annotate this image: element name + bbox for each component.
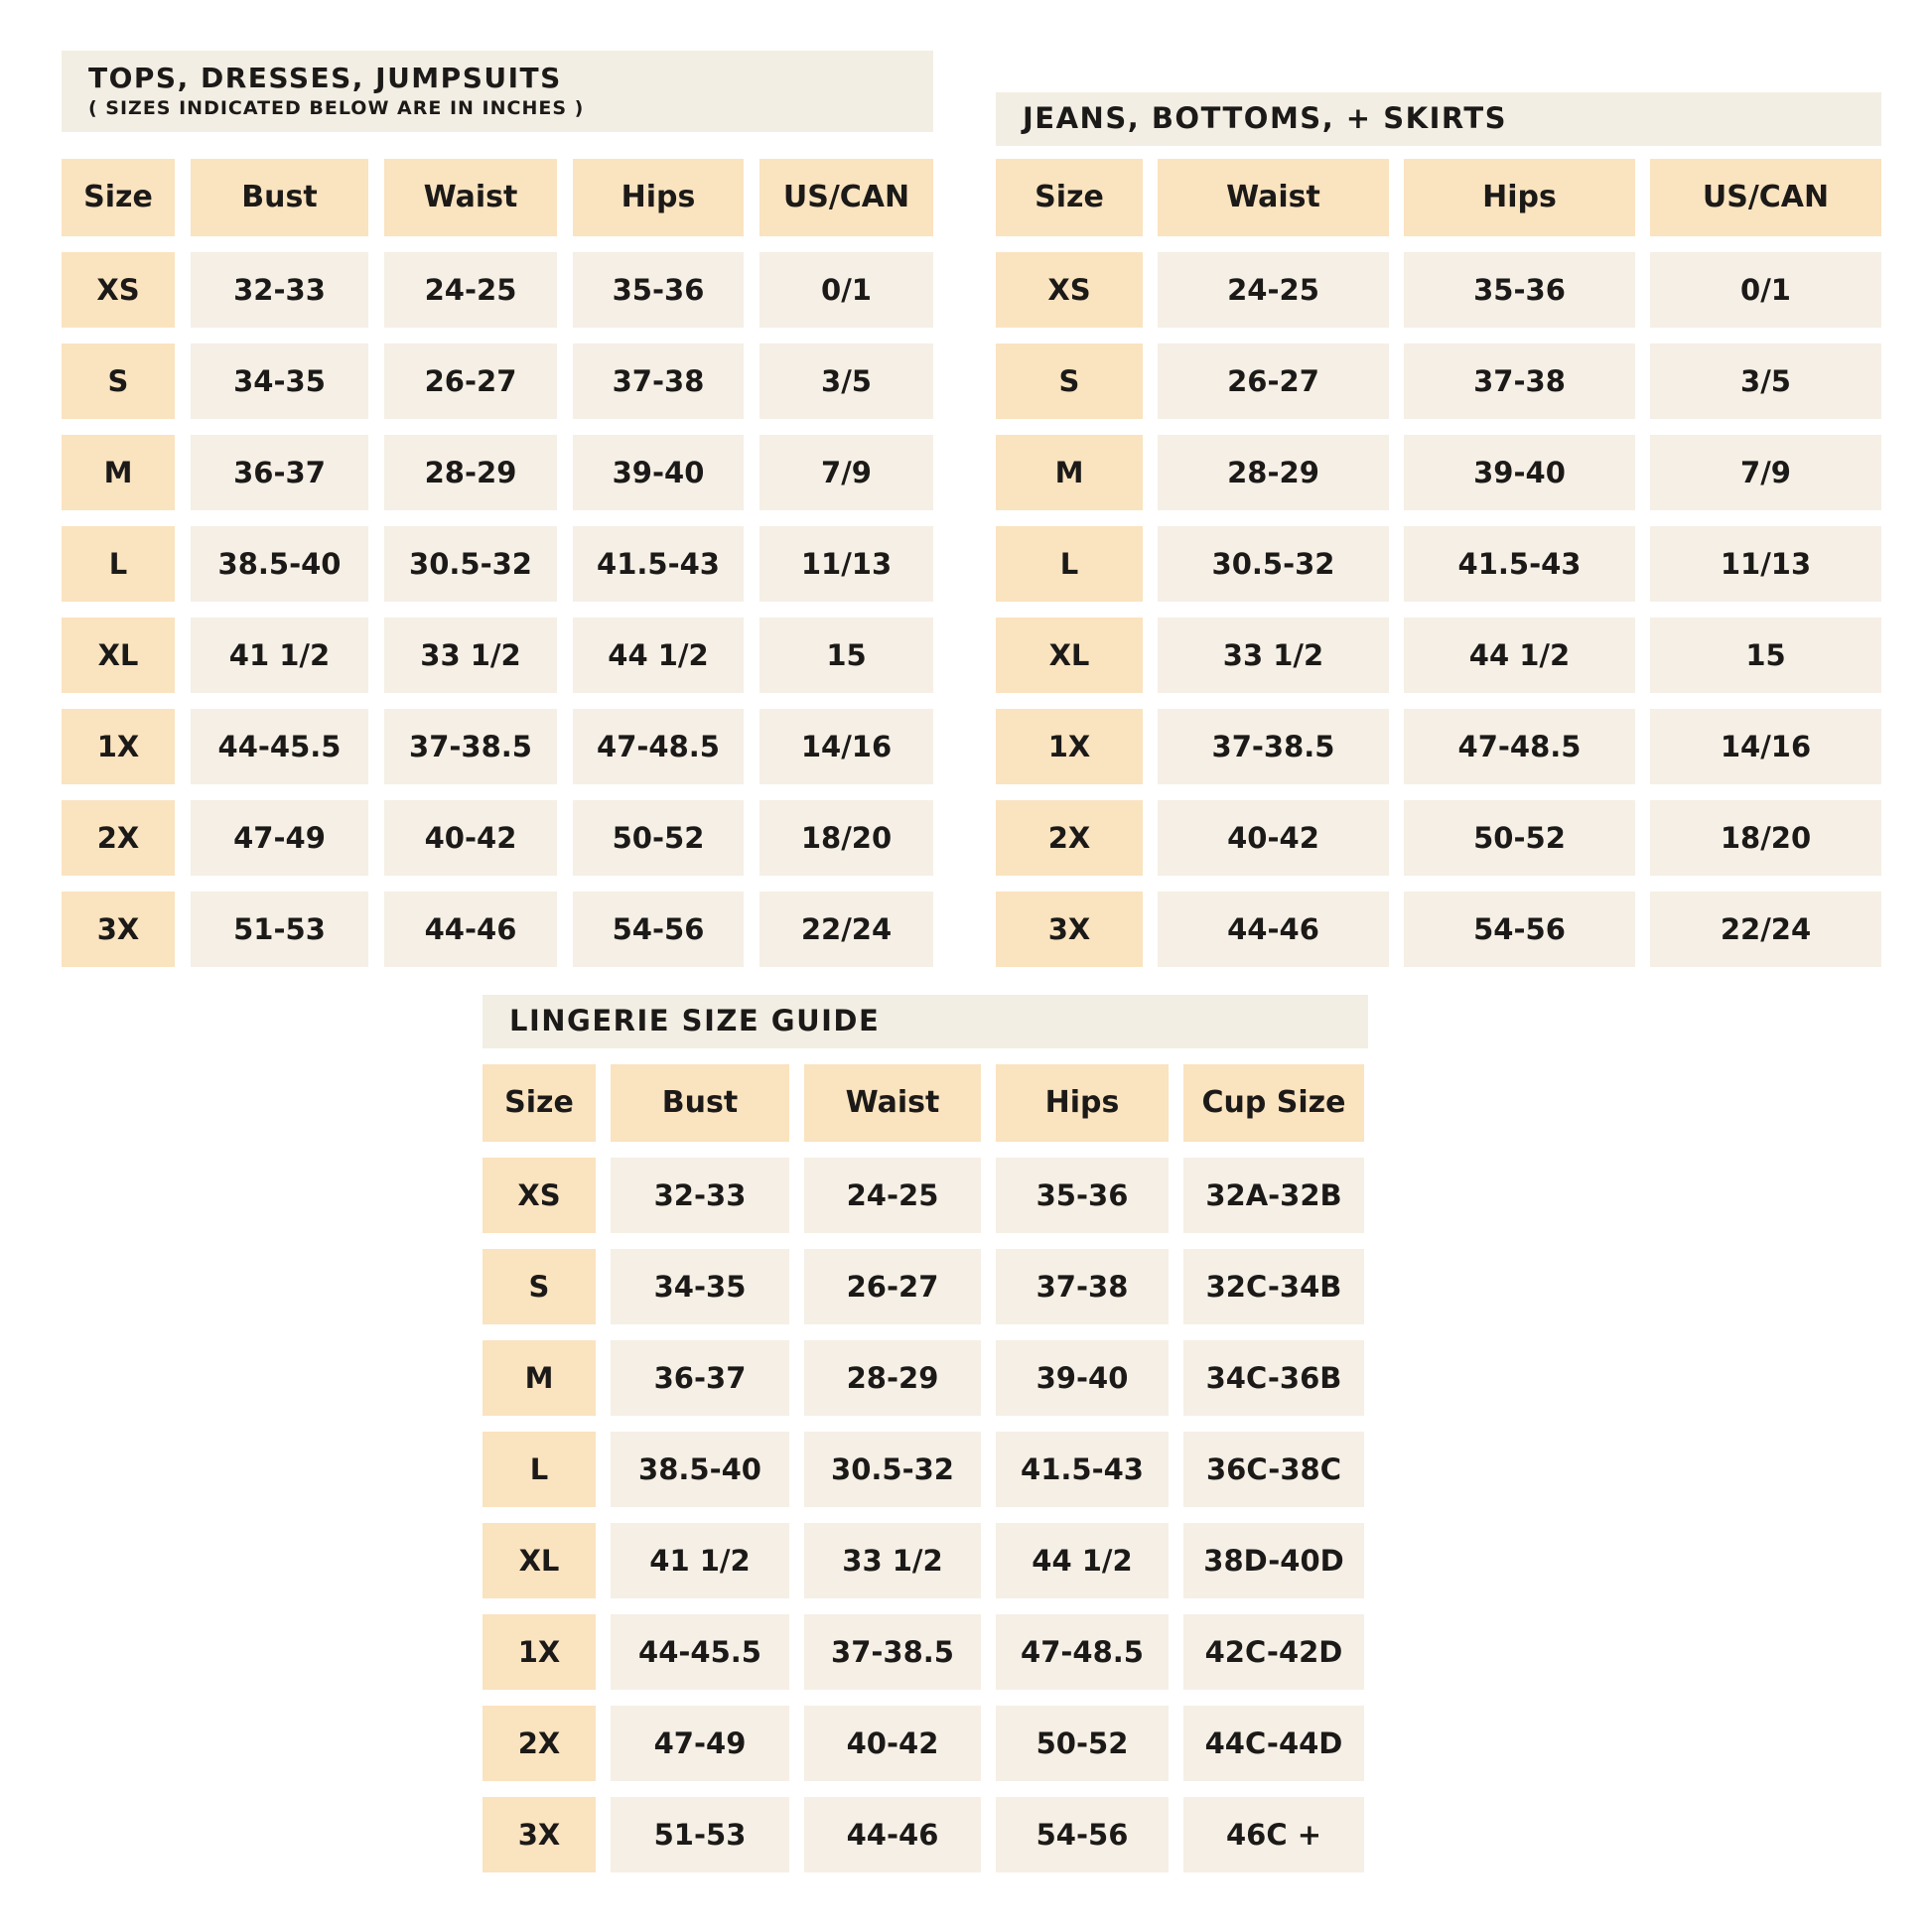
lingerie-measurement-cell: 39-40	[996, 1340, 1169, 1416]
jeans-size-label-cell: 2X	[996, 800, 1143, 876]
jeans-measurement-cell: 3/5	[1650, 344, 1881, 419]
lingerie-measurement-cell: 44-45.5	[611, 1614, 789, 1690]
tops-column-header: US/CAN	[759, 159, 933, 236]
lingerie-size-label-cell: L	[483, 1432, 596, 1507]
jeans-measurement-cell: 18/20	[1650, 800, 1881, 876]
lingerie-column-header: Size	[483, 1064, 596, 1142]
jeans-measurement-cell: 22/24	[1650, 892, 1881, 967]
lingerie-measurement-cell: 37-38.5	[804, 1614, 981, 1690]
tops-measurement-cell: 41 1/2	[191, 618, 368, 693]
lingerie-measurement-cell: 50-52	[996, 1706, 1169, 1781]
jeans-size-label-cell: 3X	[996, 892, 1143, 967]
jeans-measurement-cell: 37-38.5	[1158, 709, 1389, 784]
jeans-measurement-cell: 41.5-43	[1404, 526, 1635, 602]
lingerie-measurement-cell: 37-38	[996, 1249, 1169, 1324]
tops-measurement-cell: 37-38	[573, 344, 744, 419]
jeans-measurement-cell: 47-48.5	[1404, 709, 1635, 784]
lingerie-measurement-cell: 32C-34B	[1183, 1249, 1364, 1324]
tops-title: TOPS, DRESSES, JUMPSUITS	[88, 62, 562, 94]
tops-measurement-cell: 18/20	[759, 800, 933, 876]
jeans-measurement-cell: 54-56	[1404, 892, 1635, 967]
tops-title-bar	[62, 51, 933, 132]
lingerie-measurement-cell: 36-37	[611, 1340, 789, 1416]
tops-measurement-cell: 44-45.5	[191, 709, 368, 784]
tops-measurement-cell: 50-52	[573, 800, 744, 876]
jeans-measurement-cell: 44-46	[1158, 892, 1389, 967]
tops-size-label-cell: 1X	[62, 709, 175, 784]
lingerie-measurement-cell: 32-33	[611, 1158, 789, 1233]
tops-measurement-cell: 33 1/2	[384, 618, 557, 693]
lingerie-measurement-cell: 38.5-40	[611, 1432, 789, 1507]
tops-measurement-cell: 14/16	[759, 709, 933, 784]
lingerie-title: LINGERIE SIZE GUIDE	[509, 1004, 881, 1038]
lingerie-measurement-cell: 26-27	[804, 1249, 981, 1324]
tops-measurement-cell: 15	[759, 618, 933, 693]
jeans-measurement-cell: 7/9	[1650, 435, 1881, 510]
lingerie-measurement-cell: 47-48.5	[996, 1614, 1169, 1690]
tops-measurement-cell: 34-35	[191, 344, 368, 419]
tops-measurement-cell: 41.5-43	[573, 526, 744, 602]
jeans-measurement-cell: 15	[1650, 618, 1881, 693]
tops-measurement-cell: 32-33	[191, 252, 368, 328]
lingerie-measurement-cell: 33 1/2	[804, 1523, 981, 1598]
lingerie-measurement-cell: 28-29	[804, 1340, 981, 1416]
lingerie-measurement-cell: 35-36	[996, 1158, 1169, 1233]
lingerie-measurement-cell: 34C-36B	[1183, 1340, 1364, 1416]
tops-measurement-cell: 3/5	[759, 344, 933, 419]
jeans-size-label-cell: 1X	[996, 709, 1143, 784]
lingerie-measurement-cell: 42C-42D	[1183, 1614, 1364, 1690]
tops-size-label-cell: 3X	[62, 892, 175, 967]
tops-measurement-cell: 36-37	[191, 435, 368, 510]
jeans-measurement-cell: 40-42	[1158, 800, 1389, 876]
lingerie-size-table	[483, 1064, 1364, 1872]
jeans-column-header: Hips	[1404, 159, 1635, 236]
tops-size-label-cell: M	[62, 435, 175, 510]
jeans-title-bar	[996, 92, 1881, 146]
jeans-column-header: Waist	[1158, 159, 1389, 236]
tops-measurement-cell: 11/13	[759, 526, 933, 602]
tops-size-table	[62, 159, 933, 967]
jeans-measurement-cell: 28-29	[1158, 435, 1389, 510]
jeans-measurement-cell: 30.5-32	[1158, 526, 1389, 602]
lingerie-measurement-cell: 41.5-43	[996, 1432, 1169, 1507]
lingerie-measurement-cell: 46C +	[1183, 1797, 1364, 1872]
tops-column-header: Hips	[573, 159, 744, 236]
lingerie-column-header: Waist	[804, 1064, 981, 1142]
jeans-title: JEANS, BOTTOMS, + SKIRTS	[1023, 101, 1508, 136]
lingerie-measurement-cell: 51-53	[611, 1797, 789, 1872]
jeans-measurement-cell: 37-38	[1404, 344, 1635, 419]
tops-measurement-cell: 0/1	[759, 252, 933, 328]
lingerie-size-label-cell: 2X	[483, 1706, 596, 1781]
lingerie-measurement-cell: 47-49	[611, 1706, 789, 1781]
lingerie-measurement-cell: 54-56	[996, 1797, 1169, 1872]
jeans-size-label-cell: XS	[996, 252, 1143, 328]
tops-measurement-cell: 30.5-32	[384, 526, 557, 602]
lingerie-measurement-cell: 41 1/2	[611, 1523, 789, 1598]
tops-measurement-cell: 47-48.5	[573, 709, 744, 784]
jeans-size-label-cell: L	[996, 526, 1143, 602]
tops-measurement-cell: 28-29	[384, 435, 557, 510]
jeans-measurement-cell: 35-36	[1404, 252, 1635, 328]
tops-measurement-cell: 38.5-40	[191, 526, 368, 602]
lingerie-measurement-cell: 44-46	[804, 1797, 981, 1872]
tops-measurement-cell: 39-40	[573, 435, 744, 510]
lingerie-measurement-cell: 38D-40D	[1183, 1523, 1364, 1598]
tops-size-label-cell: XS	[62, 252, 175, 328]
jeans-measurement-cell: 24-25	[1158, 252, 1389, 328]
tops-column-header: Waist	[384, 159, 557, 236]
jeans-measurement-cell: 50-52	[1404, 800, 1635, 876]
lingerie-column-header: Cup Size	[1183, 1064, 1364, 1142]
lingerie-size-label-cell: 1X	[483, 1614, 596, 1690]
tops-column-header: Bust	[191, 159, 368, 236]
jeans-size-label-cell: S	[996, 344, 1143, 419]
tops-size-label-cell: 2X	[62, 800, 175, 876]
jeans-size-label-cell: XL	[996, 618, 1143, 693]
jeans-measurement-cell: 44 1/2	[1404, 618, 1635, 693]
lingerie-measurement-cell: 32A-32B	[1183, 1158, 1364, 1233]
tops-size-label-cell: XL	[62, 618, 175, 693]
lingerie-column-header: Hips	[996, 1064, 1169, 1142]
tops-column-header: Size	[62, 159, 175, 236]
lingerie-measurement-cell: 40-42	[804, 1706, 981, 1781]
tops-measurement-cell: 40-42	[384, 800, 557, 876]
jeans-column-header: Size	[996, 159, 1143, 236]
lingerie-size-label-cell: 3X	[483, 1797, 596, 1872]
tops-subtitle: ( SIZES INDICATED BELOW ARE IN INCHES )	[88, 97, 585, 120]
lingerie-size-label-cell: XL	[483, 1523, 596, 1598]
tops-measurement-cell: 7/9	[759, 435, 933, 510]
tops-measurement-cell: 44-46	[384, 892, 557, 967]
jeans-size-table	[996, 159, 1881, 967]
jeans-measurement-cell: 33 1/2	[1158, 618, 1389, 693]
tops-measurement-cell: 47-49	[191, 800, 368, 876]
lingerie-measurement-cell: 44 1/2	[996, 1523, 1169, 1598]
tops-measurement-cell: 44 1/2	[573, 618, 744, 693]
tops-size-label-cell: L	[62, 526, 175, 602]
lingerie-size-label-cell: XS	[483, 1158, 596, 1233]
tops-size-label-cell: S	[62, 344, 175, 419]
lingerie-measurement-cell: 44C-44D	[1183, 1706, 1364, 1781]
tops-measurement-cell: 26-27	[384, 344, 557, 419]
jeans-measurement-cell: 0/1	[1650, 252, 1881, 328]
lingerie-measurement-cell: 36C-38C	[1183, 1432, 1364, 1507]
jeans-measurement-cell: 26-27	[1158, 344, 1389, 419]
jeans-measurement-cell: 39-40	[1404, 435, 1635, 510]
tops-measurement-cell: 51-53	[191, 892, 368, 967]
lingerie-measurement-cell: 34-35	[611, 1249, 789, 1324]
jeans-measurement-cell: 11/13	[1650, 526, 1881, 602]
lingerie-size-label-cell: M	[483, 1340, 596, 1416]
lingerie-title-bar	[483, 995, 1368, 1048]
tops-measurement-cell: 54-56	[573, 892, 744, 967]
jeans-measurement-cell: 14/16	[1650, 709, 1881, 784]
tops-measurement-cell: 37-38.5	[384, 709, 557, 784]
lingerie-size-label-cell: S	[483, 1249, 596, 1324]
lingerie-measurement-cell: 24-25	[804, 1158, 981, 1233]
tops-measurement-cell: 22/24	[759, 892, 933, 967]
tops-measurement-cell: 24-25	[384, 252, 557, 328]
jeans-size-label-cell: M	[996, 435, 1143, 510]
lingerie-column-header: Bust	[611, 1064, 789, 1142]
tops-measurement-cell: 35-36	[573, 252, 744, 328]
jeans-column-header: US/CAN	[1650, 159, 1881, 236]
lingerie-measurement-cell: 30.5-32	[804, 1432, 981, 1507]
